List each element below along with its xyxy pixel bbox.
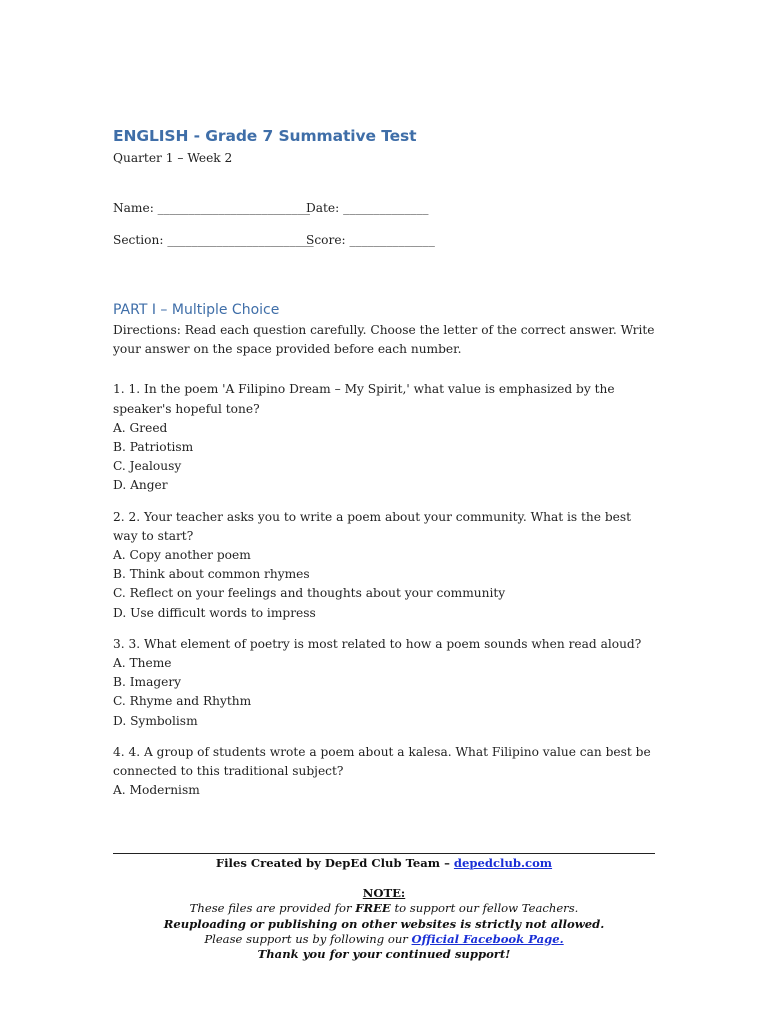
- field-row-name-date: [113, 200, 658, 216]
- question-2: [113, 508, 658, 623]
- answer-choice: B. Think about common rhymes: [113, 567, 310, 582]
- student-info-fields: [113, 200, 658, 248]
- answer-choice: A. Modernism: [113, 783, 200, 798]
- score-field: Score: ______________: [306, 233, 435, 247]
- part1-directions: Directions: Read each question carefully. Choose the letter of the correct answer. Write your answer on the space provided before each number.: [113, 323, 655, 357]
- question-list: [113, 380, 658, 800]
- name-field: Name: _________________________: [113, 201, 311, 215]
- part1-heading: PART I – Multiple Choice: [113, 302, 280, 318]
- question-3: [113, 635, 658, 731]
- date-field: Date: ______________: [306, 201, 429, 215]
- answer-choice: D. Symbolism: [113, 713, 198, 728]
- footer-credit-text: Files Created by DepEd Club Team –: [215, 856, 454, 870]
- field-row-section-score: [113, 232, 658, 248]
- footer-free-text: FREE: [355, 901, 391, 916]
- answer-choice: C. Jealousy: [113, 459, 182, 474]
- answer-choice: D. Anger: [113, 478, 168, 493]
- question-text: 4. 4. A group of students wrote a poem about a kalesa. What Filipino value can best be connected to this traditional subject?: [113, 744, 651, 779]
- answer-choice: A. Theme: [113, 656, 172, 671]
- answer-choice: A. Copy another poem: [113, 548, 251, 563]
- footer-credit: [113, 856, 655, 871]
- depedclub-link[interactable]: depedclub.com: [453, 856, 553, 870]
- facebook-page-link[interactable]: Official Facebook Page.: [411, 931, 564, 946]
- footer-divider: [113, 853, 655, 854]
- question-text: 3. 3. What element of poetry is most related to how a poem sounds when read aloud?: [113, 636, 642, 651]
- answer-choice: B. Patriotism: [113, 440, 194, 455]
- answer-choice: B. Imagery: [113, 675, 182, 690]
- footer-line-1-pre: These files are provided for: [189, 901, 356, 916]
- footer-line-1: [113, 901, 655, 916]
- document-title: ENGLISH - Grade 7 Summative Test: [113, 127, 417, 145]
- answer-choice: A. Greed: [113, 420, 168, 435]
- footer-note-label: NOTE:: [362, 886, 406, 901]
- section-field: Section: ________________________: [113, 233, 314, 247]
- test-content: [113, 126, 658, 800]
- answer-choice: C. Rhyme and Rhythm: [113, 694, 252, 709]
- answer-choice: D. Use difficult words to impress: [113, 605, 316, 620]
- footer-line-3: [113, 932, 655, 947]
- footer-line-3-pre: Please support us by following our: [204, 931, 412, 946]
- question-4: [113, 743, 658, 801]
- footer-line-2: Reuploading or publishing on other websites is strictly not allowed.: [163, 916, 605, 931]
- document-subtitle: Quarter 1 – Week 2: [113, 151, 233, 165]
- question-text: 2. 2. Your teacher asks you to write a poem about your community. What is the best way to start?: [113, 509, 632, 543]
- footer-line-4: Thank you for your continued support!: [257, 947, 511, 962]
- answer-choice: C. Reflect on your feelings and thoughts about your community: [113, 586, 506, 601]
- question-1: [113, 380, 658, 495]
- question-text: 1. 1. In the poem 'A Filipino Dream – My Spirit,' what value is emphasized by the speaker's hopeful tone?: [113, 382, 615, 416]
- footer: [113, 853, 655, 962]
- footer-line-1-post: to support our fellow Teachers.: [390, 901, 579, 916]
